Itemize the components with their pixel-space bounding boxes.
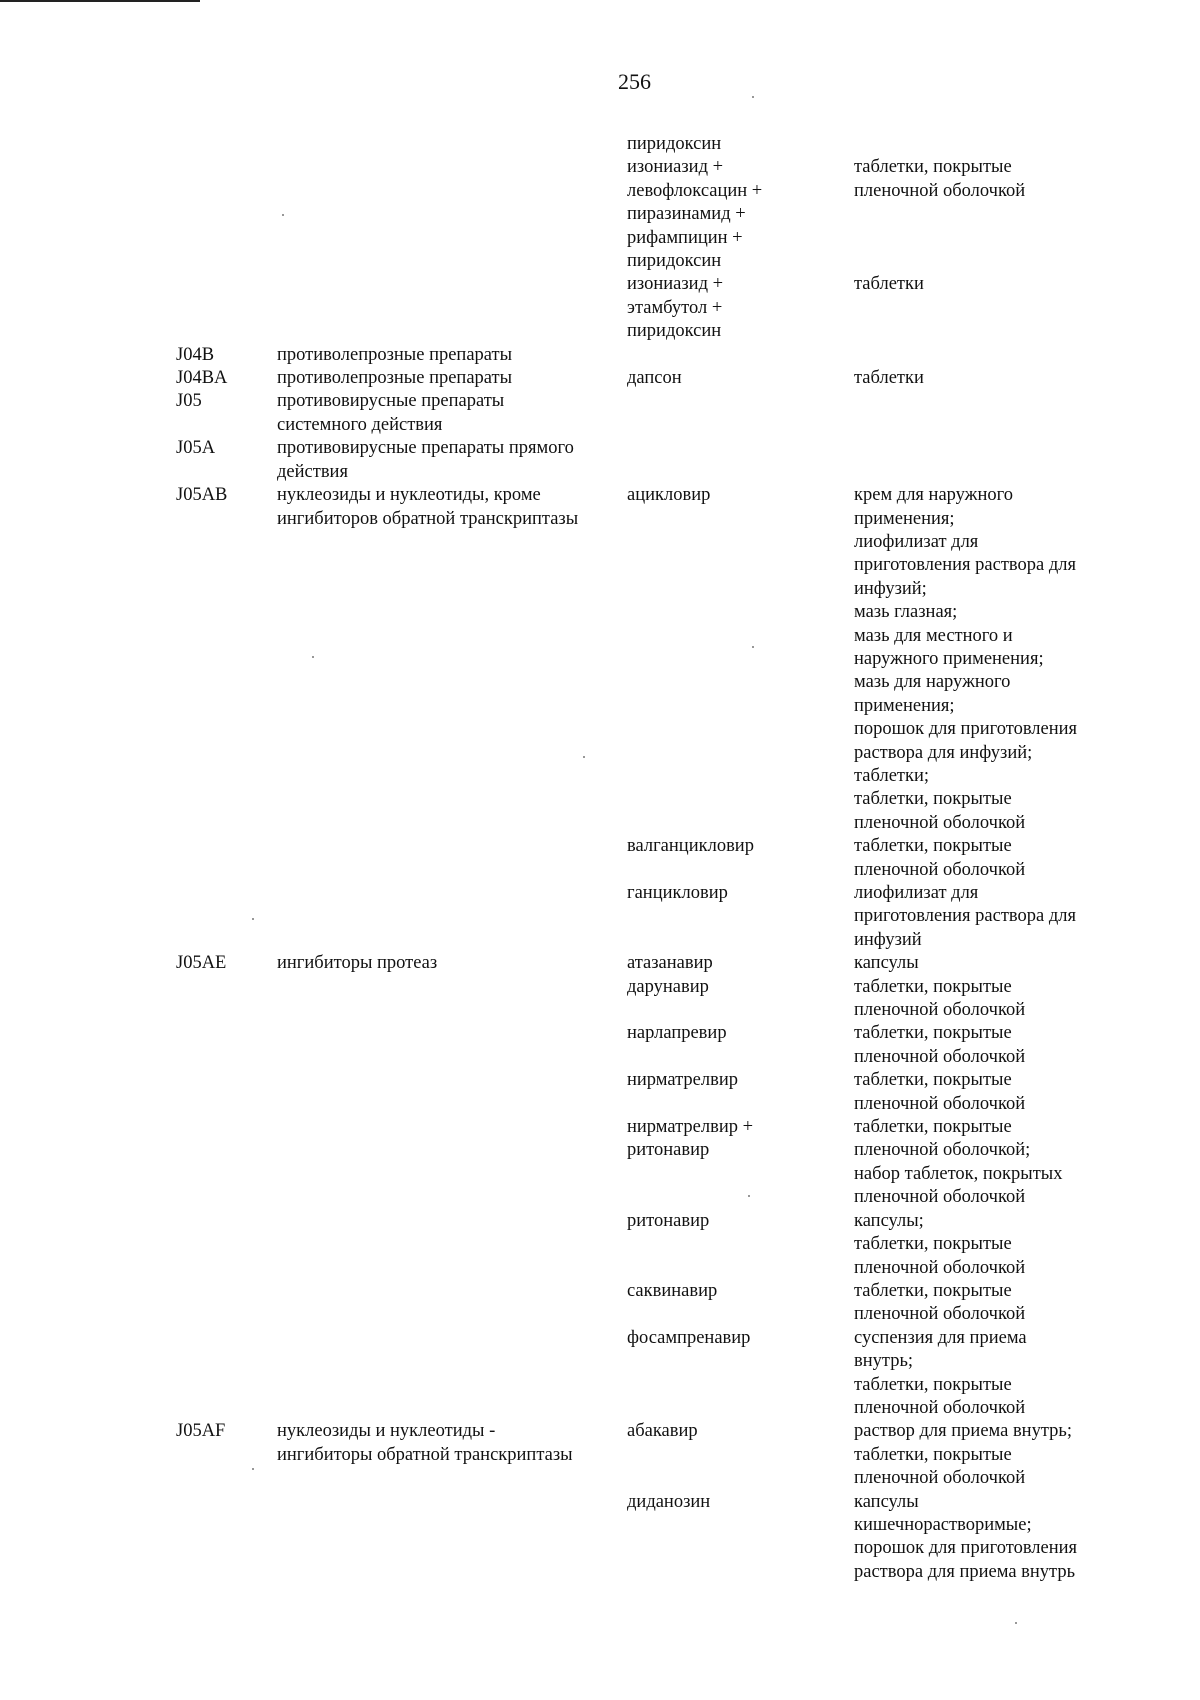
table-row <box>176 1022 1116 1069</box>
dosage-form-cell: таблетки <box>854 274 924 295</box>
atc-code-cell <box>176 1491 277 1585</box>
anatomical-therapeutic-group-cell: противовирусные препараты прямого действия <box>277 438 574 482</box>
scan-speck <box>282 214 284 216</box>
atc-code-cell <box>176 976 277 1023</box>
table-row <box>176 156 1116 273</box>
dosage-form-cell: таблетки, покрытые пленочной оболочкой; набор таблеток, покрытых пленочной оболочкой <box>854 1117 1063 1208</box>
anatomical-therapeutic-group-cell <box>277 1491 627 1585</box>
table-row <box>176 1116 1116 1210</box>
drug-name-cell: атазанавир <box>627 953 713 974</box>
anatomical-therapeutic-group-cell <box>277 1069 627 1116</box>
table-row <box>176 1420 1116 1490</box>
table-row <box>176 390 1116 437</box>
dosage-form-cell: таблетки, покрытые пленочной оболочкой <box>854 1280 1026 1325</box>
atc-code-cell <box>176 1069 277 1116</box>
atc-code-cell <box>176 1210 277 1280</box>
drug-name-cell: абакавир <box>627 1421 698 1442</box>
anatomical-therapeutic-group-cell <box>277 976 627 1023</box>
scan-speck <box>752 646 754 648</box>
anatomical-therapeutic-group-cell <box>277 156 627 273</box>
atc-code-cell <box>176 273 277 343</box>
atc-code-cell <box>176 1327 277 1421</box>
scan-speck <box>252 918 254 920</box>
dosage-form-cell <box>854 437 1116 484</box>
table-row <box>176 952 1116 975</box>
dosage-form-cell: таблетки, покрытые пленочной оболочкой <box>854 1023 1026 1067</box>
drug-table <box>176 133 1116 1584</box>
dosage-form-cell: таблетки, покрытые пленочной оболочкой <box>854 976 1026 1021</box>
table-row <box>176 273 1116 343</box>
atc-code-cell: J05 <box>176 391 202 412</box>
anatomical-therapeutic-group-cell <box>277 882 627 952</box>
drug-name-cell <box>627 344 854 367</box>
dosage-form-cell: капсулы кишечнорастворимые; порошок для приготовления раствора для приема внутрь <box>854 1491 1078 1582</box>
table-row <box>176 835 1116 882</box>
table-row <box>176 1491 1116 1585</box>
scan-speck <box>752 96 754 98</box>
table-row <box>176 344 1116 367</box>
drug-name-cell: нарлапревир <box>627 1023 727 1044</box>
anatomical-therapeutic-group-cell: противолепрозные препараты <box>277 344 513 365</box>
atc-code-cell <box>176 133 277 156</box>
anatomical-therapeutic-group-cell <box>277 133 627 156</box>
anatomical-therapeutic-group-cell <box>277 835 627 882</box>
drug-name-cell: нирматрелвир + ритонавир <box>627 1117 754 1161</box>
atc-code-cell: J04B <box>176 344 215 365</box>
drug-name-cell: дапсон <box>627 368 682 389</box>
drug-name-cell <box>627 437 854 484</box>
atc-code-cell <box>176 1280 277 1327</box>
atc-code-cell: J05AB <box>176 485 228 506</box>
drug-name-cell: изониазид + левофлоксацин + пиразинамид + рифампицин + пиридоксин <box>627 157 763 272</box>
drug-name-cell: фосампренавир <box>627 1327 751 1348</box>
drug-name-cell: саквинавир <box>627 1280 718 1301</box>
drug-name-cell: ганцикловир <box>627 883 728 903</box>
atc-code-cell: J04BA <box>176 368 228 389</box>
atc-code-cell: J05AE <box>176 953 227 974</box>
drug-name-cell: ацикловир <box>627 485 711 506</box>
table-row <box>176 1210 1116 1280</box>
table-row <box>176 1069 1116 1116</box>
scan-speck <box>748 1195 750 1197</box>
table-row <box>176 1327 1116 1421</box>
dosage-form-cell: капсулы <box>854 953 919 974</box>
anatomical-therapeutic-group-cell <box>277 273 627 343</box>
table-row <box>176 1280 1116 1327</box>
anatomical-therapeutic-group-cell <box>277 1116 627 1210</box>
drug-name-cell: изониазид + этамбутол + пиридоксин <box>627 274 724 342</box>
anatomical-therapeutic-group-cell: ингибиторы протеаз <box>277 953 438 974</box>
atc-code-cell <box>176 1022 277 1069</box>
anatomical-therapeutic-group-cell <box>277 1327 627 1421</box>
dosage-form-cell <box>854 390 1116 437</box>
dosage-form-cell <box>854 344 1116 367</box>
drug-name-cell: валганцикловир <box>627 836 754 857</box>
atc-code-cell <box>176 1116 277 1210</box>
page-number: 256 <box>618 69 651 94</box>
atc-code-cell: J05A <box>176 438 216 459</box>
anatomical-therapeutic-group-cell: нуклеозиды и нуклеотиды - ингибиторы обратной транскриптазы <box>277 1421 573 1465</box>
atc-code-cell <box>176 156 277 273</box>
anatomical-therapeutic-group-cell <box>277 1280 627 1327</box>
dosage-form-cell: крем для наружного применения; лиофилизат для приготовления раствора для инфузий; мазь глазная; мазь для местного и наружного применения; мазь для наружного применения; порошок для приготовления раствора для инфузий; таблетки; таблетки, покрытые пленочной оболочкой <box>854 485 1078 833</box>
anatomical-therapeutic-group-cell: противовирусные препараты системного действия <box>277 391 505 435</box>
atc-code-cell <box>176 835 277 882</box>
drug-name-cell: диданозин <box>627 1491 711 1512</box>
table-row <box>176 133 1116 156</box>
atc-code-cell: J05AF <box>176 1421 226 1442</box>
anatomical-therapeutic-group-cell: противолепрозные препараты <box>277 368 513 389</box>
table-row <box>176 484 1116 835</box>
drug-name-cell <box>627 390 854 437</box>
drug-name-cell: дарунавир <box>627 976 709 997</box>
dosage-form-cell: таблетки, покрытые пленочной оболочкой <box>854 1070 1026 1114</box>
dosage-form-cell: суспензия для приема внутрь; таблетки, покрытые пленочной оболочкой <box>854 1327 1027 1418</box>
anatomical-therapeutic-group-cell: нуклеозиды и нуклеотиды, кроме ингибиторов обратной транскриптазы <box>277 485 579 529</box>
dosage-form-cell: таблетки <box>854 368 924 389</box>
table-row <box>176 976 1116 1023</box>
scan-speck <box>1015 1622 1017 1624</box>
scan-speck <box>312 656 314 658</box>
dosage-form-cell: раствор для приема внутрь; таблетки, покрытые пленочной оболочкой <box>854 1421 1072 1489</box>
scan-edge-line <box>0 0 200 2</box>
table-row <box>176 367 1116 390</box>
anatomical-therapeutic-group-cell <box>277 1210 627 1280</box>
anatomical-therapeutic-group-cell <box>277 1022 627 1069</box>
drug-name-cell: ритонавир <box>627 1210 710 1231</box>
dosage-form-cell: таблетки, покрытые пленочной оболочкой <box>854 157 1026 201</box>
table-row <box>176 882 1116 952</box>
dosage-form-cell: таблетки, покрытые пленочной оболочкой <box>854 836 1026 880</box>
table-row <box>176 437 1116 484</box>
scan-speck <box>583 756 585 758</box>
dosage-form-cell: капсулы; таблетки, покрытые пленочной оболочкой <box>854 1210 1026 1278</box>
drug-name-cell: пиридоксин <box>627 134 722 154</box>
scan-speck <box>252 1468 254 1470</box>
drug-name-cell: нирматрелвир <box>627 1070 738 1091</box>
dosage-form-cell <box>854 133 1116 156</box>
atc-code-cell <box>176 882 277 952</box>
dosage-form-cell: лиофилизат для приготовления раствора для инфузий <box>854 883 1076 950</box>
